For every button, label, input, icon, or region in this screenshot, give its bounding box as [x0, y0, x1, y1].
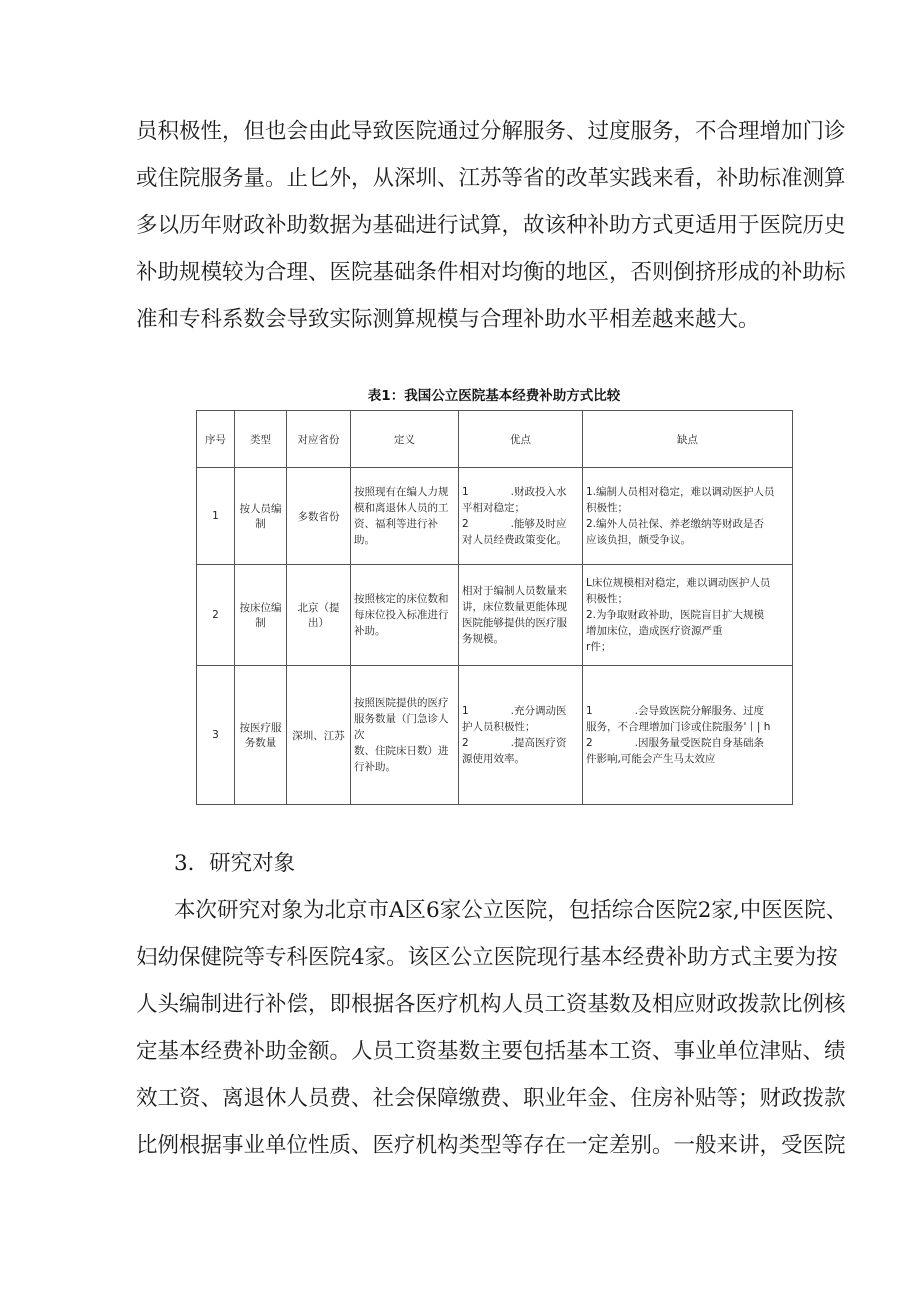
- table-header-row: [197, 411, 793, 468]
- table-row: [197, 565, 793, 666]
- row-province: 深圳、江苏: [287, 666, 351, 805]
- row-definition: 按照现有在编人力规 模和离退休人员的工 资、福利等进行补 助。: [351, 468, 459, 565]
- text-line: 妇幼保健院等专科医院4家。该区公立医院现行基本经费补助方式主要为按: [136, 945, 838, 970]
- body-paragraph-2: [136, 887, 848, 1169]
- row-cons: L床位规模相对稳定，难以调动医护人员 积极性； 2.为争取财政补助，医院盲目扩大规模 增加床位，造成医疗资源严重 r件；: [583, 565, 793, 666]
- text-line: 准和专科系数会导致实际测算规模与合理补助水平相差越来越大。: [136, 307, 760, 332]
- header-cell: 优点: [459, 411, 583, 468]
- text-line: 定基本经费补助金额。人员工资基数主要包括基本工资、事业单位津贴、绩: [136, 1039, 846, 1064]
- text-line: 比例根据事业单位性质、医疗机构类型等存在一定差别。一般来讲，受医院: [136, 1133, 846, 1158]
- row-definition: 按照医院提供的医疗 服务数量（门急诊人 次 数、住院床日数）进 行补助。: [351, 666, 459, 805]
- header-cell: 对应省份: [287, 411, 351, 468]
- text-line: 人头编制进行补偿，即根据各医疗机构人员工资基数及相应财政拨款比例核: [136, 992, 846, 1017]
- header-cell: 缺点: [583, 411, 793, 468]
- row-pros: 1 .充分调动医 护人员积极性； 2 .提高医疗资 源使用效率。: [459, 666, 583, 805]
- text-line: 补助规模较为合理、医院基础条件相对均衡的地区，否则倒挤形成的补助标: [136, 260, 846, 285]
- text-line: 员积极性，但也会由此导致医院通过分解服务、过度服务，不合理增加门诊: [136, 119, 846, 144]
- row-type: 按床位编制: [235, 565, 287, 666]
- row-type: 按人员编制: [235, 468, 287, 565]
- table-row: [197, 468, 793, 565]
- header-cell: 类型: [235, 411, 287, 468]
- row-province: 多数省份: [287, 468, 351, 565]
- row-pros: 1 .财政投入水 平相对稳定； 2 .能够及时应 对人员经费政策变化。: [459, 468, 583, 565]
- row-pros: 相对于编制人员数量来 讲，床位数量更能体现 医院能够提供的医疗服 务规模。: [459, 565, 583, 666]
- header-cell: 定义: [351, 411, 459, 468]
- row-number: 2: [197, 565, 235, 666]
- row-number: 1: [197, 468, 235, 565]
- row-type: 按医疗服务数量: [235, 666, 287, 805]
- row-cons: 1.编制人员相对稳定，难以调动医护人员 积极性； 2.编外人员社保、养老缴纳等财政是否 应该负担，颇受争议。: [583, 468, 793, 565]
- table-row: [197, 666, 793, 805]
- header-cell: 序号: [197, 411, 235, 468]
- table-caption: 表1：我国公立医院基本经费补助方式比较: [367, 388, 621, 404]
- text-line: 效工资、离退休人员费、社会保障缴费、职业年金、住房补贴等；财政拨款: [136, 1086, 846, 1111]
- body-paragraph-1: [136, 108, 846, 343]
- text-line: 本次研究对象为北京市A区6家公立医院，包括综合医院2家,中医医院、: [174, 898, 848, 923]
- text-line: 多以历年财政补助数据为基础进行试算，故该种补助方式更适用于医院历史: [136, 213, 846, 238]
- comparison-table: [196, 410, 793, 805]
- text-line: 或住院服务量。止匕外，从深圳、江苏等省的改革实践来看，补助标准测算: [136, 166, 846, 191]
- row-cons: 1 .会导致医院分解服务、过度 服务，不合理增加门诊或住院服务'丨| h 2 .因服务量受医院自身基础条 件影响,可能会产生马太效应: [583, 666, 793, 805]
- row-province: 北京（提出）: [287, 565, 351, 666]
- section-heading: 3．研究对象: [174, 851, 296, 876]
- row-number: 3: [197, 666, 235, 805]
- row-definition: 按照核定的床位数和 每床位投入标准进行 补助。: [351, 565, 459, 666]
